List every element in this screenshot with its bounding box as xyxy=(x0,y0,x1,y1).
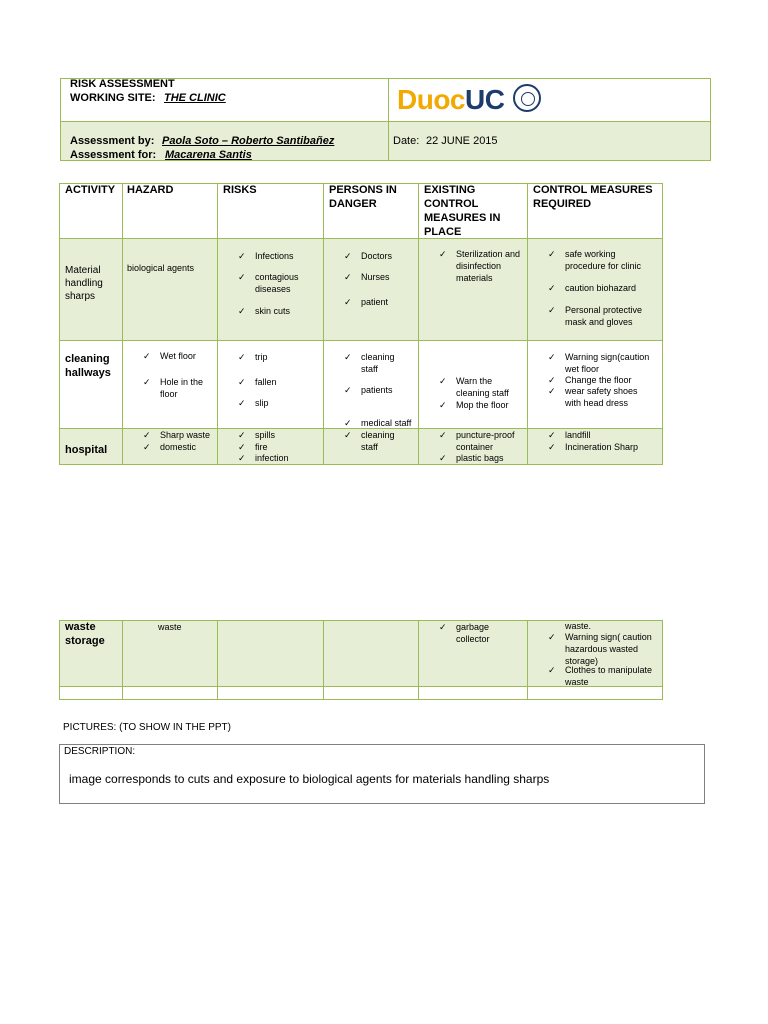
working-site-value: THE CLINIC xyxy=(164,92,226,104)
t2-required-item: ✓ Warning sign( caution hazardous wasted storage) xyxy=(565,631,652,667)
assessment-for-value: Macarena Santis xyxy=(165,149,252,161)
assessment-by-value: Paola Soto – Roberto Santibañez xyxy=(162,135,335,147)
row2-person-item: ✓ cleaning staff xyxy=(361,351,395,375)
row1-existing-item: ✓ Sterilization and disinfection materials xyxy=(456,248,520,284)
row3-risk-item: ✓ spills xyxy=(255,429,275,441)
date-label: Date: xyxy=(393,135,420,147)
row2-risk-item: ✓ trip xyxy=(255,351,268,363)
row3-person-item: ✓ cleaning staff xyxy=(361,429,395,453)
row2-person-item: ✓ medical staff xyxy=(361,417,411,429)
duoc-uc-logo xyxy=(397,84,504,116)
header-hazard: HAZARD xyxy=(127,184,174,196)
row1-required-item: ✓ Personal protective mask and gloves xyxy=(565,304,642,328)
t2-empty-cell xyxy=(122,686,218,700)
document-title: RISK ASSESSMENT xyxy=(70,78,175,90)
header-activity: ACTIVITY xyxy=(65,184,116,196)
date-value: 22 JUNE 2015 xyxy=(426,135,498,147)
row3-risk-item: ✓ fire xyxy=(255,441,268,453)
t2-empty-cell xyxy=(217,686,324,700)
row2-required-item: ✓ wear safety shoes with head dress xyxy=(565,385,638,409)
t2-risks-cell xyxy=(217,620,324,687)
logo-uc-text: UC xyxy=(465,84,505,115)
row3-existing-item: ✓ puncture-proof container xyxy=(456,429,515,453)
t2-required-item: ✓ Clothes to manipulate waste xyxy=(565,664,652,688)
row1-person-item: ✓ patient xyxy=(361,296,388,308)
t2-existing-item: ✓ garbage collector xyxy=(456,621,490,645)
row1-hazard-cell xyxy=(122,238,218,341)
working-site-label: WORKING SITE: xyxy=(70,92,156,104)
row2-hazard-item: ✓ Wet floor xyxy=(160,350,196,362)
logo-duoc-text: Duoc xyxy=(397,84,465,115)
row2-activity: cleaning hallways xyxy=(65,353,111,379)
row3-required-item: ✓ landfill xyxy=(565,429,591,441)
university-seal-icon xyxy=(513,84,541,112)
row2-risk-item: ✓ fallen xyxy=(255,376,277,388)
t2-empty-cell xyxy=(323,686,419,700)
row2-existing-item: ✓ Mop the floor xyxy=(456,399,509,411)
t2-empty-cell xyxy=(418,686,528,700)
row1-person-item: ✓ Doctors xyxy=(361,250,392,262)
t2-activity: waste storage xyxy=(65,621,105,647)
t2-hazard: waste xyxy=(158,622,182,632)
row3-hazard-item: ✓ Sharp waste xyxy=(160,429,210,441)
row2-existing-item: ✓ Warn the cleaning staff xyxy=(456,375,509,399)
row3-risk-item: ✓ infection xyxy=(255,452,289,464)
row3-existing-item: ✓ plastic bags xyxy=(456,452,504,464)
t2-empty-cell xyxy=(527,686,663,700)
row1-required-item: ✓ caution biohazard xyxy=(565,282,636,294)
t2-persons-cell xyxy=(323,620,419,687)
row3-hazard-item: ✓ domestic xyxy=(160,441,196,453)
row1-risk-item: ✓ skin cuts xyxy=(255,305,290,317)
description-label: DESCRIPTION: xyxy=(64,746,136,757)
row2-hazard-item: ✓ Hole in the floor xyxy=(160,376,203,400)
header-existing: EXISTING CONTROL MEASURES IN PLACE xyxy=(424,184,501,238)
header-risks: RISKS xyxy=(223,184,257,196)
pictures-label: PICTURES: (TO SHOW IN THE PPT) xyxy=(63,722,231,733)
row1-person-item: ✓ Nurses xyxy=(361,271,390,283)
row3-required-item: ✓ Incineration Sharp xyxy=(565,441,638,453)
row1-risk-item: ✓ Infections xyxy=(255,250,294,262)
t2-empty-cell xyxy=(59,686,123,700)
row1-risk-item: ✓ contagious diseases xyxy=(255,271,299,295)
row2-person-item: ✓ patients xyxy=(361,384,393,396)
assessment-for-label: Assessment for: xyxy=(70,149,157,161)
row1-activity: Material handling sharps xyxy=(65,265,103,302)
row1-hazard: biological agents xyxy=(127,263,195,273)
t2-required-top: waste. xyxy=(565,621,592,631)
header-required: CONTROL MEASURES REQUIRED xyxy=(533,184,653,210)
row3-activity: hospital xyxy=(65,444,108,456)
header-persons: PERSONS IN DANGER xyxy=(329,184,397,210)
row2-required-item: ✓ Warning sign(caution wet floor xyxy=(565,351,649,375)
row2-required-item: ✓ Change the floor xyxy=(565,374,632,386)
assessment-by-label: Assessment by: xyxy=(70,135,155,147)
description-text: image corresponds to cuts and exposure to biological agents for materials handling sharps xyxy=(69,772,550,786)
row2-risk-item: ✓ slip xyxy=(255,397,269,409)
row1-required-item: ✓ safe working procedure for clinic xyxy=(565,248,641,272)
